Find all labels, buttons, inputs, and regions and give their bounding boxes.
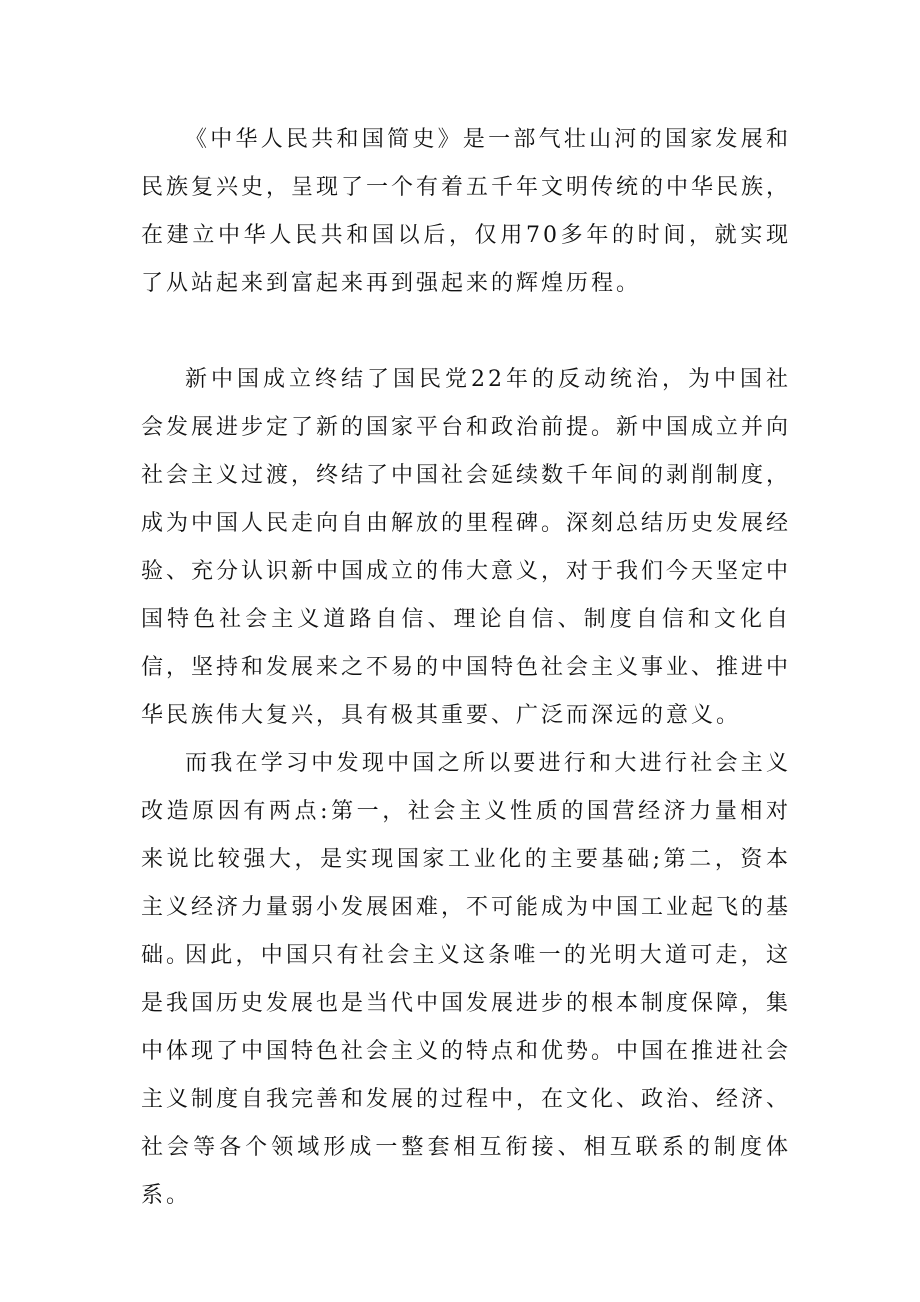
paragraph-2: 新中国成立终结了国民党22年的反动统治，为中国社会发展进步定了新的国家平台和政治前提。新中国成立并向社会主义过渡，终结了中国社会延续数千年间的剥削制度，成为中国人民走向自由解放的里程碑。深刻总结历史发展经验、充分认识新中国成立的伟大意义，对于我们今天坚定中国特色社会主义道路自信、理论自信、制度自信和文化自信，坚持和发展来之不易的中国特色社会主义事业、推进中华民族伟大复兴，具有极其重要、广泛而深远的意义。	[141, 367, 792, 728]
paragraph-1: 《中华人民共和国简史》是一部气壮山河的国家发展和民族复兴史，呈现了一个有着五千年文明传统的中华民族，在建立中华人民共和国以后，仅用70多年的时间，就实现了从站起来到富起来再到强起来的辉煌历程。	[141, 127, 792, 296]
paragraph-4: 因此，中国只有社会主义这条唯一的光明大道可走，这是我国历史发展也是当代中国发展进步的根本制度保障，集中体现了中国特色社会主义的特点和优势。中国在推进社会主义制度自我完善和发展的过程中，在文化、政治、经济、社会等各个领域形成一整套相互衔接、相互联系的制度体系。	[141, 943, 792, 1208]
paragraph-3: 而我在学习中发现中国之所以要进行和大进行社会主义改造原因有两点:第一，社会主义性质的国营经济力量相对来说比较强大，是实现国家工业化的主要基础;第二，资本主义经济力量弱小发展困难，不可能成为中国工业起飞的基础。	[141, 751, 792, 968]
